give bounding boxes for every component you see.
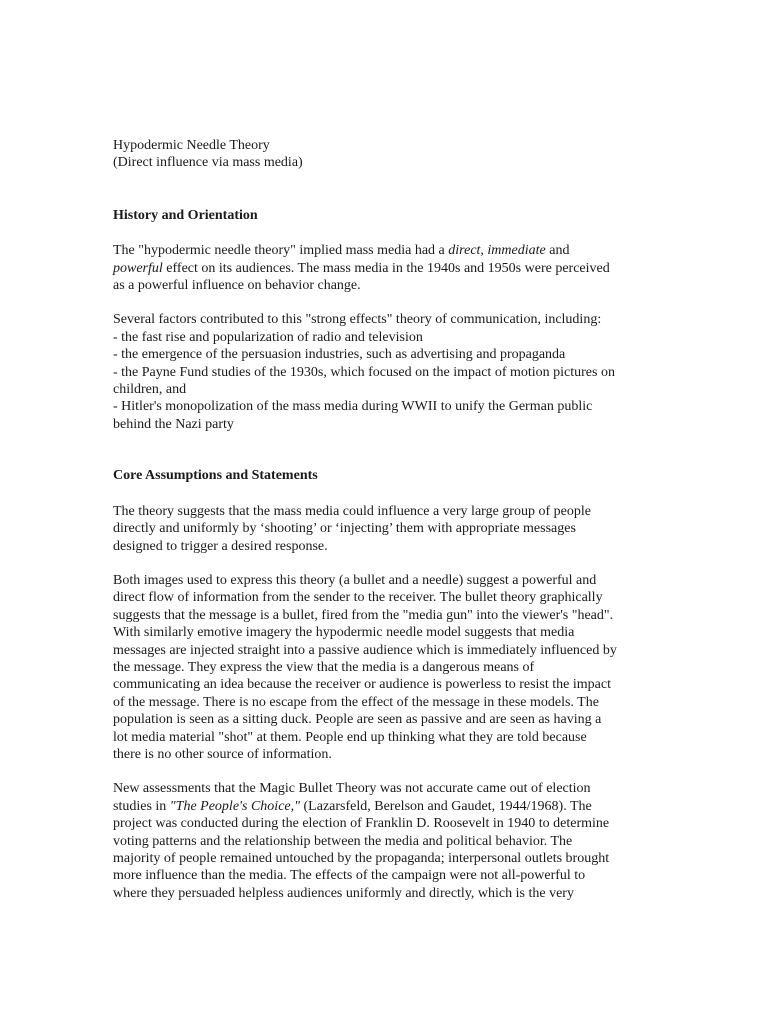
text-run: and	[545, 243, 570, 259]
paragraph-line: lot media material "shot" at them. People end up thinking what they are told because	[113, 729, 587, 745]
text-run: The "hypodermic needle theory" implied mass media had a	[113, 243, 449, 259]
paragraph-line: designed to trigger a desired response.	[113, 538, 328, 554]
list-item: - the fast rise and popularization of radio and television	[113, 329, 423, 345]
paragraph-intro	[113, 242, 658, 294]
paragraph-imagery	[113, 572, 658, 763]
paragraph-line: directly and uniformly by ‘shooting’ or ‘injecting’ them with appropriate messages	[113, 521, 576, 537]
citation-title: "The People's Choice,"	[169, 798, 301, 814]
document-body	[113, 137, 658, 902]
list-item: - Hitler's monopolization of the mass media during WWII to unify the German public	[113, 399, 593, 415]
paragraph-line: New assessments that the Magic Bullet Theory was not accurate came out of election	[113, 781, 591, 797]
paragraph-line: the message. They express the view that the media is a dangerous means of	[113, 659, 535, 675]
heading-history: History and Orientation	[113, 207, 258, 223]
heading-core-assumptions: Core Assumptions and Statements	[113, 468, 318, 484]
paragraph-assessments	[113, 780, 658, 902]
list-item: behind the Nazi party	[113, 416, 234, 432]
text-run: studies in	[113, 798, 170, 814]
paragraph-line: direct flow of information from the sender to the receiver. The bullet theory graphically	[113, 590, 603, 606]
list-item: - the emergence of the persuasion industries, such as advertising and propaganda	[113, 347, 566, 363]
paragraph-line: population is seen as a sitting duck. People are seen as passive and are seen as having a	[113, 712, 602, 728]
paragraph-line	[113, 242, 658, 259]
paragraph-line: The theory suggests that the mass media could influence a very large group of people	[113, 503, 591, 519]
text-run: (Lazarsfeld, Berelson and Gaudet, 1944/1968). The	[300, 798, 592, 814]
paragraph-line: messages are injected straight into a passive audience which is immediately influenced by	[113, 642, 617, 658]
paragraph-line: Several factors contributed to this "strong effects" theory of communication, including:	[113, 312, 602, 328]
paragraph-factors	[113, 311, 658, 433]
paragraph-line: more influence than the media. The effects of the campaign were not all-powerful to	[113, 868, 586, 884]
paragraph-line: suggests that the message is a bullet, fired from the "media gun" into the viewer's "head".	[113, 607, 614, 623]
title-block	[113, 137, 658, 172]
document-title: Hypodermic Needle Theory	[113, 138, 270, 153]
paragraph-line	[113, 260, 658, 277]
paragraph-line	[113, 798, 658, 815]
text-run: effect on its audiences. The mass media in the 1940s and 1950s were perceived	[162, 260, 610, 276]
paragraph-line: of the message. There is no escape from the effect of the message in these models. The	[113, 694, 599, 710]
paragraph-line: voting patterns and the relationship between the media and political behavior. The	[113, 833, 573, 849]
emphasis-text: direct, immediate	[448, 243, 546, 259]
paragraph-line: majority of people remained untouched by the propaganda; interpersonal outlets brought	[113, 851, 610, 866]
paragraph-theory	[113, 503, 658, 555]
paragraph-line: where they persuaded helpless audiences uniformly and directly, which is the very	[113, 885, 574, 901]
document-subtitle: (Direct influence via mass media)	[113, 155, 303, 171]
paragraph-line: project was conducted during the election of Franklin D. Roosevelt in 1940 to determine	[113, 816, 610, 832]
emphasis-text: powerful	[113, 260, 163, 276]
paragraph-line: there is no other source of information.	[113, 746, 332, 762]
paragraph-line: communicating an idea because the receiver or audience is powerless to resist the impact	[113, 677, 611, 693]
list-item: - the Payne Fund studies of the 1930s, which focused on the impact of motion pictures on	[113, 364, 615, 380]
paragraph-line: With similarly emotive imagery the hypodermic needle model suggests that media	[113, 625, 575, 641]
list-item: children, and	[113, 382, 187, 398]
paragraph-line: Both images used to express this theory (a bullet and a needle) suggest a powerful and	[113, 572, 597, 588]
paragraph-line: as a powerful influence on behavior change.	[113, 278, 361, 294]
